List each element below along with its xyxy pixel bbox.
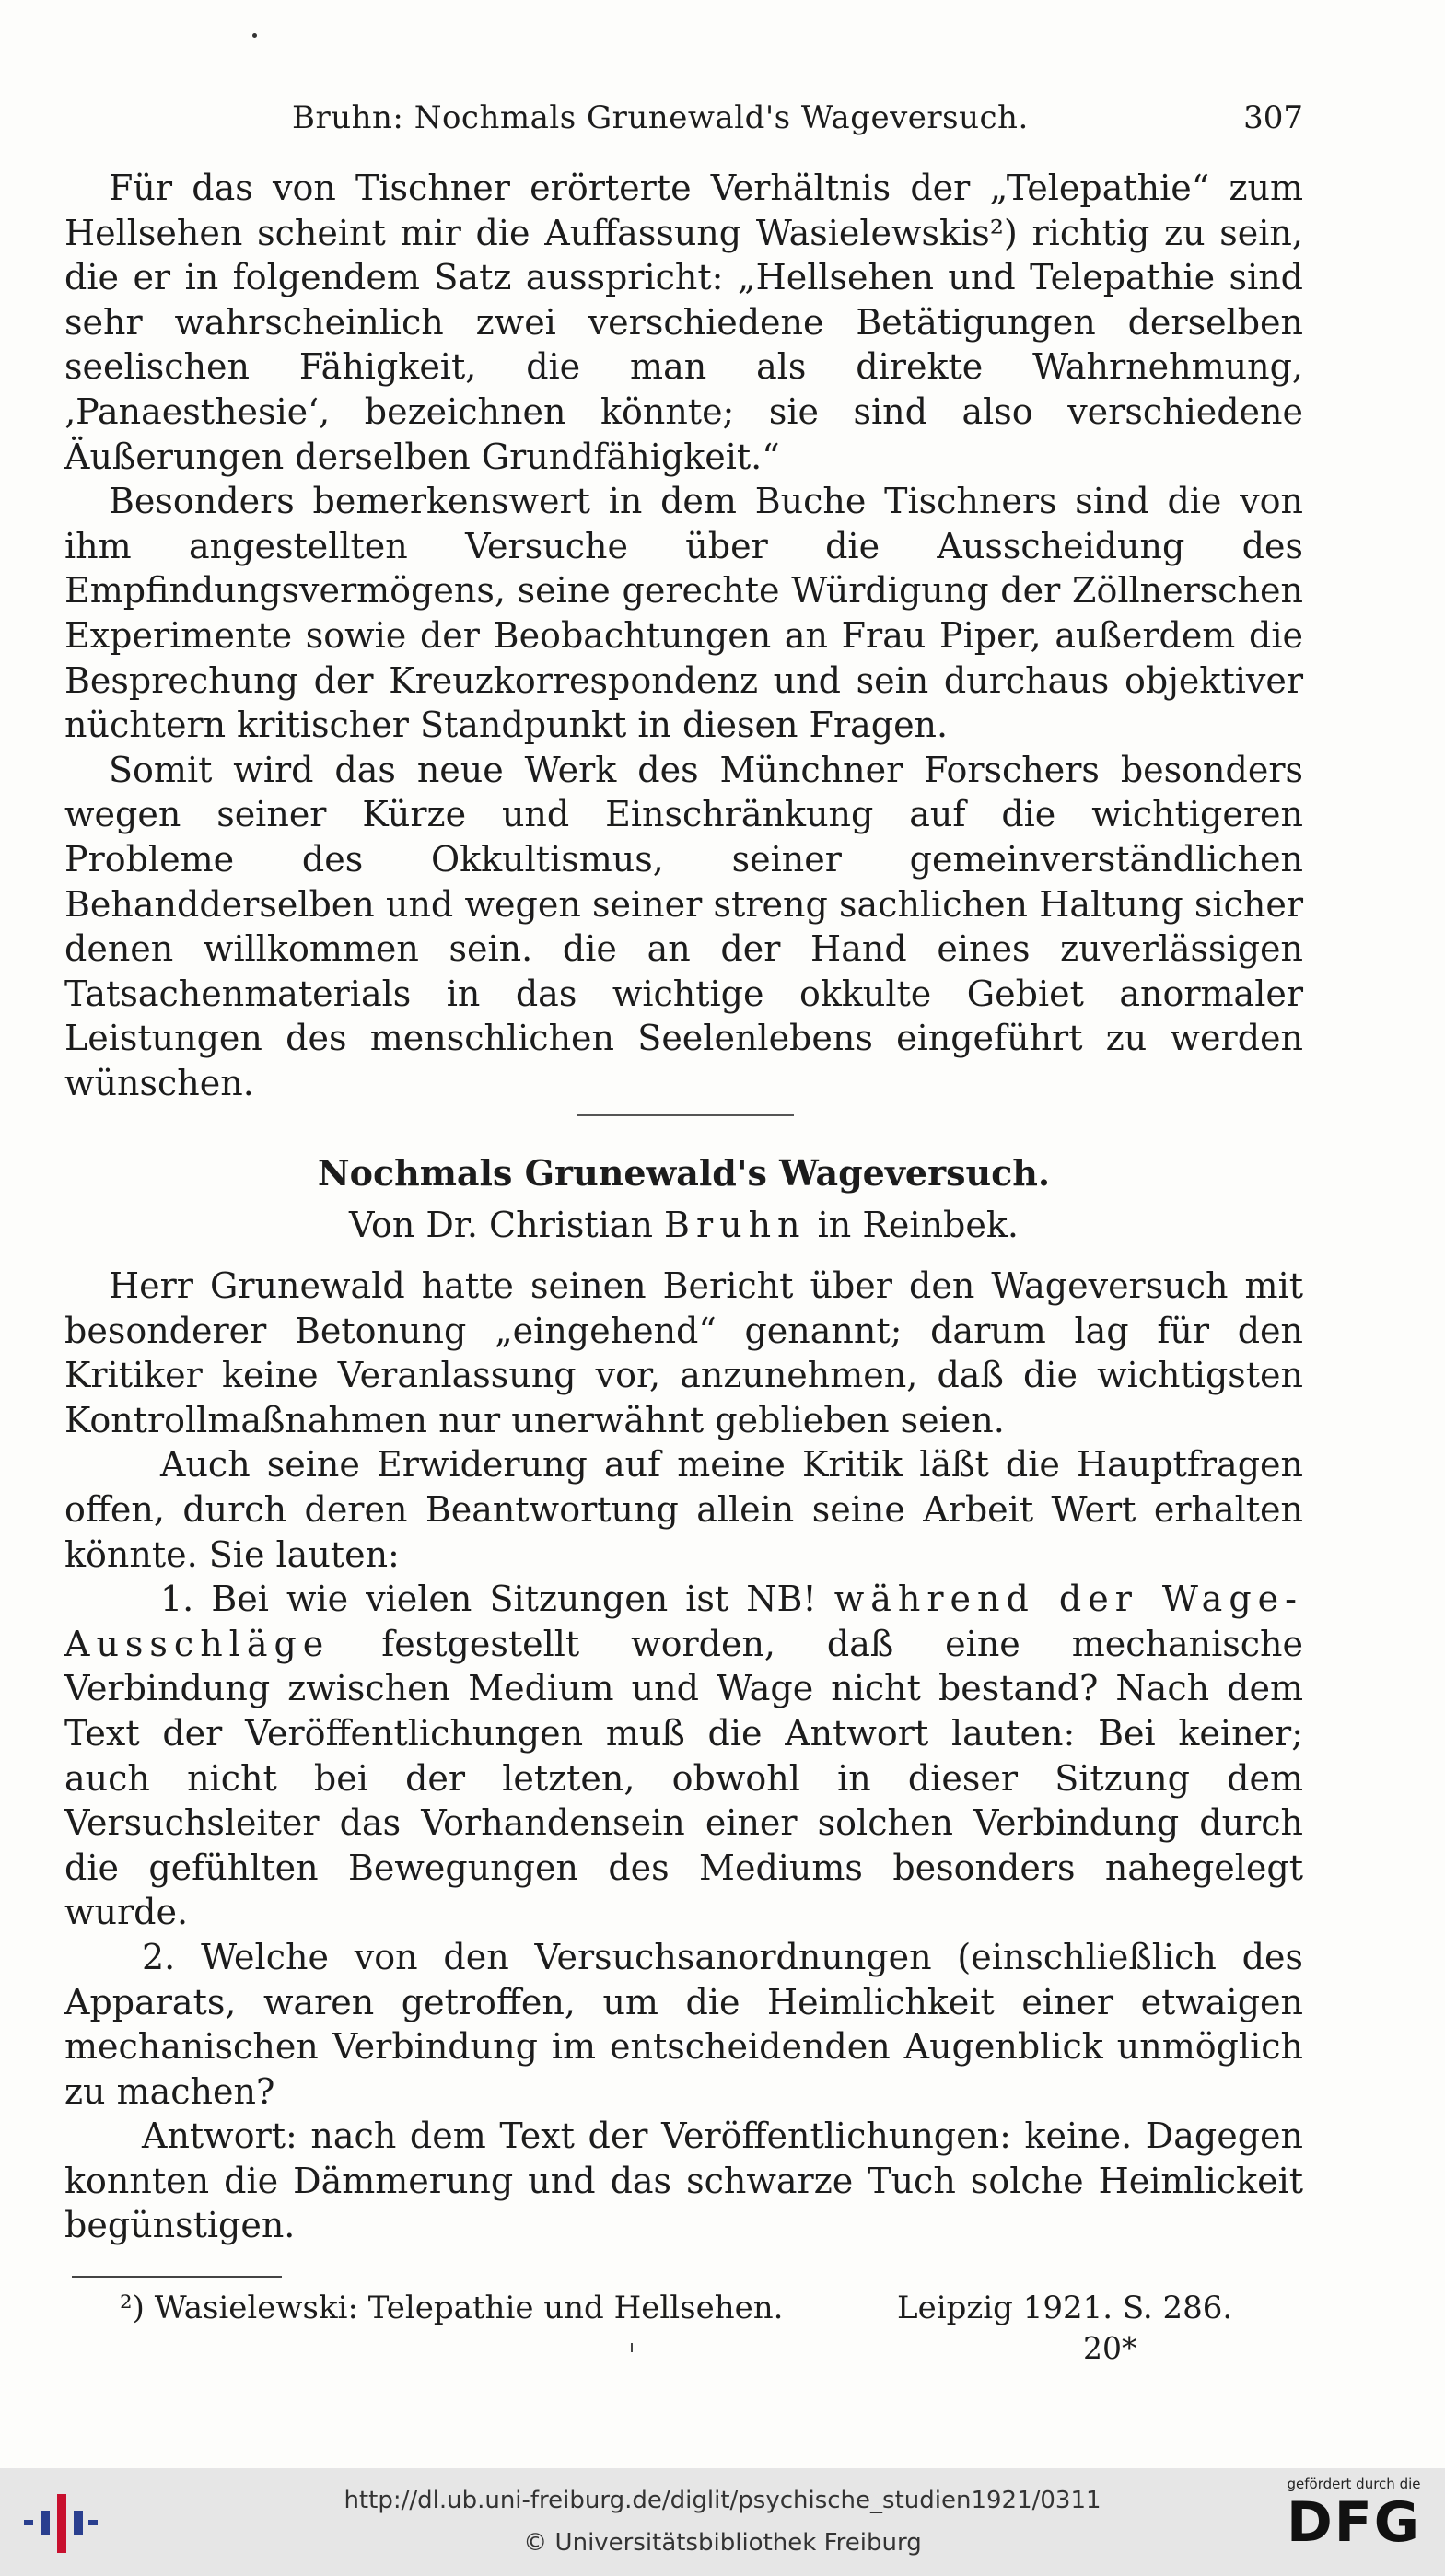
digitization-url[interactable]: http://dl.ub.uni-freiburg.de/diglit/psychische_studien1921/0311 bbox=[344, 2487, 1101, 2514]
article-byline bbox=[64, 1203, 1303, 1247]
footnote-text: Wasielewski: Telepathie und Hellsehen. bbox=[154, 2290, 784, 2326]
page-number: 307 bbox=[1243, 99, 1303, 136]
footnote bbox=[120, 2288, 1262, 2328]
byline-prefix: Von Dr. Christian bbox=[349, 1205, 665, 1245]
running-head bbox=[64, 92, 1303, 144]
article-body bbox=[64, 1264, 1303, 2248]
copyright: © Universitätsbibliothek Freiburg bbox=[523, 2529, 922, 2557]
paragraph: Für das von Tischner erörterte Verhältnis der „Telepathie“ zum Hellsehen scheint mir die Auffassung Wasielewskis²) richtig zu sein, die er in folgendem Satz ausspricht: „Hellsehen und Telepathie sind sehr wahrscheinlich zwei verschiedene Betätigungen derselben seelischen Fähigkeit, die man als direkte Wahrnehmung, ‚Panaesthesie‘, bezeichnen könnte; sie sind also verschiedene Äußerungen derselben Grundfähigkeit.“ bbox=[64, 168, 1303, 477]
answer: Antwort: nach dem Text der Veröffentlichungen: keine. Dagegen konnten die Dämmerung und das schwarze Tuch solche Heimlickeit begünstigen. bbox=[64, 2116, 1303, 2246]
running-title: Bruhn: Nochmals Grunewald's Wageversuch. bbox=[292, 99, 1029, 136]
paragraph: Besonders bemerkenswert in dem Buche Tischners sind die von ihm angestellten Versuche über die Ausscheidung des Empfindungsvermögens, seine gerechte Würdigung der Zöllnerschen Experimente sowie der Beobachtungen an Frau Piper, außerdem die Besprechung der Kreuzkorrespondenz und sein durchaus objektiver nüchtern kritischer Standpunkt in diesen Fragen. bbox=[64, 481, 1303, 746]
paragraph: Auch seine Erwiderung auf meine Kritik läßt die Hauptfragen offen, durch deren Beantwortung allein seine Arbeit Wert erhalten könnte. Sie lauten: bbox=[64, 1444, 1303, 1575]
dfg-caption: gefördert durch die bbox=[1287, 2476, 1421, 2492]
library-footer bbox=[0, 2468, 1445, 2576]
paragraph: Somit wird das neue Werk des Münchner Forschers besonders wegen seiner Kürze und Einschränkung auf die wichtigeren Probleme des Okkultismus, seiner gemeinverständlichen Behandderselben und wegen seiner streng sachlichen Haltung sicher denen willkommen sein. die an der Hand eines zuverlässigen Tatsachenmaterials in das wichtige okkulte Gebiet anormaler Leistungen des menschlichen Seelenlebens eingeführt zu werden wünschen. bbox=[64, 749, 1303, 1103]
question-1 bbox=[64, 1577, 1303, 1935]
question-1-end: festgestellt worden, daß eine mechanische Verbindung zwischen Medium und Wage nicht bestand? Nach dem Text der Veröffentlichungen muß die Antwort lauten: Bei keiner; auch nicht bei der letzten, obwohl in dieser Sitzung dem Versuchsleiter das Vorhandensein einer solchen Verbindung durch die gefühlten Bewegungen des Mediums besonders nahegelegt wurde. bbox=[64, 1623, 1303, 1933]
speck-mark bbox=[252, 33, 257, 38]
footnote-source: Leipzig 1921. S. 286. bbox=[897, 2290, 1233, 2326]
footnote-rule bbox=[72, 2276, 282, 2278]
paragraph: Herr Grunewald hatte seinen Bericht über den Wageversuch mit besonderer Betonung „eingehend“ genannt; darum lag für den Kritiker keine Veranlassung vor, anzunehmen, daß die wichtigsten Kontrollmaßnahmen nur unerwähnt geblieben seien. bbox=[64, 1265, 1303, 1440]
footnote-marker: ²) bbox=[120, 2290, 145, 2326]
dfg-logo bbox=[1276, 2476, 1432, 2568]
byline-suffix: in Reinbek. bbox=[806, 1205, 1019, 1245]
question-1-emphasis: während der Wage-Ausschläge bbox=[64, 1579, 1303, 1664]
article-title: Nochmals Grunewald's Wageversuch. bbox=[317, 1152, 1051, 1194]
review-continuation bbox=[64, 166, 1303, 1105]
question-2: 2. Welche von den Versuchsanordnungen (einschließlich des Apparats, waren getroffen, um die Heimlichkeit einer etwaigen mechanischen Verbindung im entscheidenden Augenblick unmöglich zu machen? bbox=[64, 1936, 1303, 2112]
print-mark bbox=[631, 2343, 633, 2352]
question-1-start: 1. Bei wie vielen Sitzungen ist NB! bbox=[160, 1579, 834, 1620]
author-name: Bruhn bbox=[664, 1205, 807, 1245]
section-divider bbox=[577, 1114, 794, 1116]
signature-mark: 20* bbox=[1083, 2330, 1137, 2366]
dfg-wordmark: DFG bbox=[1286, 2490, 1422, 2555]
